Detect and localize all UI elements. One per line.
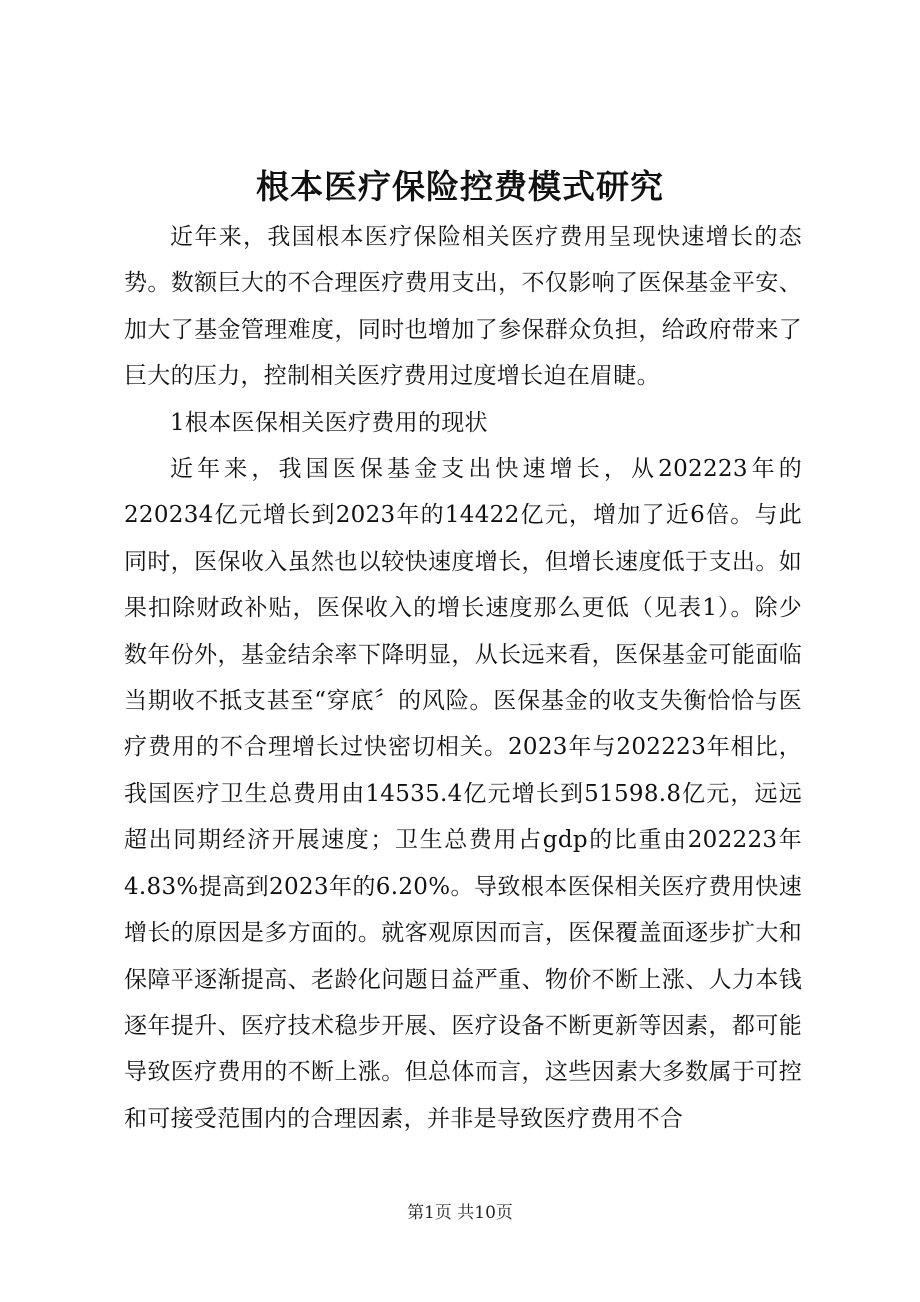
document-title: 根本医疗保险控费模式研究	[256, 167, 664, 206]
paragraph-intro: 近年来，我国根本医疗保险相关医疗费用呈现快速增长的态势。数额巨大的不合理医疗费用支出，不仅影响了医保基金平安、加大了基金管理难度，同时也增加了参保群众负担，给政府带来了巨大的压力，控制相关医疗费用过度增长迫在眉睫。	[124, 224, 802, 390]
page-footer: 第1页 共10页	[407, 1203, 513, 1223]
paragraph-status: 近年来，我国医保基金支出快速增长，从202223年的220234亿元增长到2023年的14422亿元，增加了近6倍。与此同时，医保收入虽然也以较快速度增长，但增长速度低于支出。如果扣除财政补贴，医保收入的增长速度那么更低（见表1）。除少数年份外，基金结余率下降明显，从长远来看，医保基金可能面临当期收不抵支甚至“穿底〞的风险。医保基金的收支失衡恰恰与医疗费用的不合理增长过快密切相关。2023年与202223年相比，我国医疗卫生总费用由14535.4亿元增长到51598.8亿元，远远超出同期经济开展速度；卫生总费用占gdp的比重由202223年4.83%提高到2023年的6.20%。导致根本医保相关医疗费用快速增长的原因是多方面的。就客观原因而言，医保覆盖面逐步扩大和保障平逐渐提高、老龄化问题日益严重、物价不断上涨、人力本钱逐年提升、医疗技术稳步开展、医疗设备不断更新等因素，都可能导致医疗费用的不断上涨。但总体而言，这些因素大多数属于可控和可接受范围内的合理因素，并非是导致医疗费用不合	[124, 456, 802, 1132]
document-body	[124, 214, 802, 1142]
section-heading: 1根本医保相关医疗费用的现状	[170, 409, 488, 436]
